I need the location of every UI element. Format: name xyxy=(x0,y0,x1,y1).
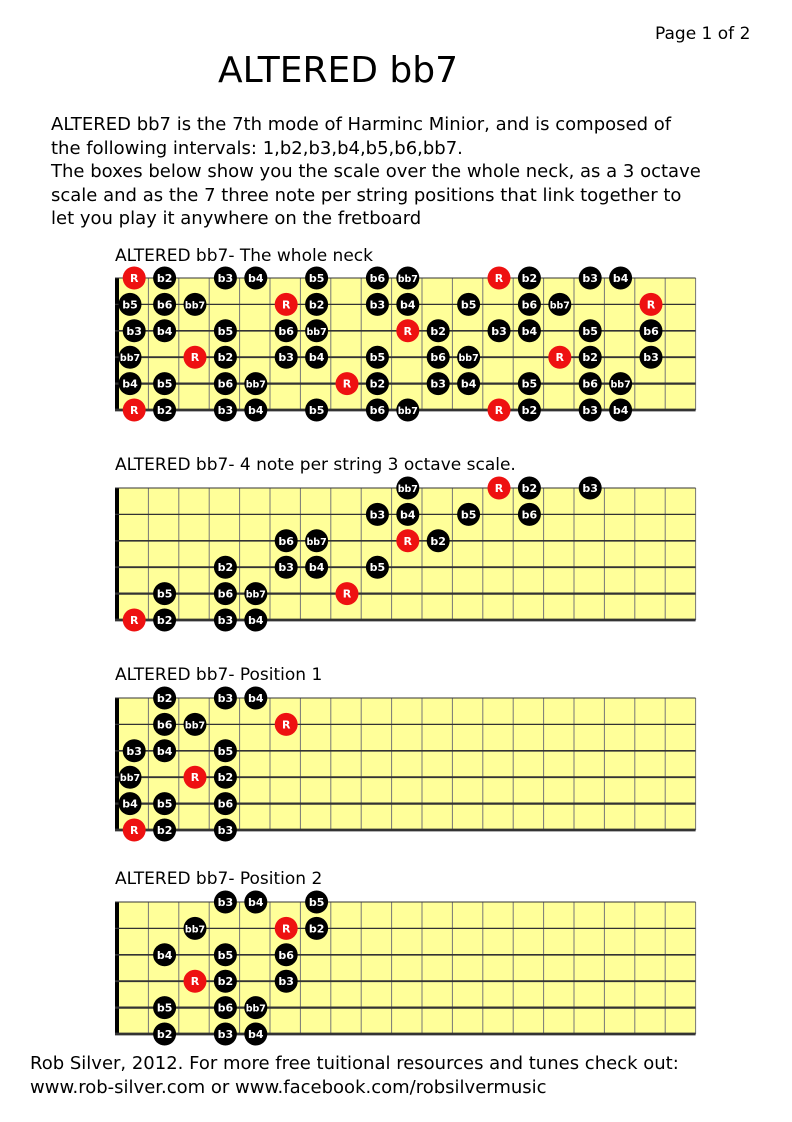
note-label: b5 xyxy=(217,948,234,962)
scale-note xyxy=(518,267,541,290)
note-label: R xyxy=(403,324,413,338)
note-label: b2 xyxy=(430,324,446,338)
note-label: b3 xyxy=(643,351,659,365)
scale-note xyxy=(609,399,632,422)
note-label: b4 xyxy=(156,744,173,758)
note-label: bb7 xyxy=(184,924,206,936)
scale-note xyxy=(153,372,176,395)
note-label: b6 xyxy=(217,797,234,811)
note-label: b4 xyxy=(248,1028,264,1041)
fretboard-position-1 xyxy=(115,687,696,842)
note-label: b3 xyxy=(582,272,598,285)
nut xyxy=(115,278,119,410)
note-label: bb7 xyxy=(245,379,266,391)
nut xyxy=(115,902,119,1034)
scale-note xyxy=(214,556,237,579)
scale-note xyxy=(366,293,389,316)
scale-note xyxy=(214,267,237,290)
scale-note xyxy=(275,556,298,579)
diagram-title-whole-neck: ALTERED bb7- The whole neck xyxy=(115,246,373,266)
note-label: b3 xyxy=(217,1028,234,1041)
note-label: R xyxy=(494,272,504,285)
diagram-title-3-octave: ALTERED bb7- 4 note per string 3 octave scale. xyxy=(115,455,516,475)
scale-note xyxy=(305,529,328,552)
note-label: b2 xyxy=(156,824,173,837)
note-label: b3 xyxy=(217,272,234,285)
note-label: bb7 xyxy=(397,484,418,495)
footer-links: www.rob-silver.com or www.facebook.com/robsilvermusic xyxy=(30,1076,547,1098)
page-number: Page 1 of 2 xyxy=(655,24,751,44)
scale-note xyxy=(518,372,541,395)
note-label: R xyxy=(129,824,139,837)
scale-note xyxy=(153,582,176,605)
nut xyxy=(115,488,119,620)
scale-note xyxy=(153,792,176,815)
diagram-title-position-2: ALTERED bb7- Position 2 xyxy=(115,869,323,889)
scale-note xyxy=(305,556,328,579)
note-label: R xyxy=(190,771,200,785)
note-label: R xyxy=(129,272,139,285)
scale-note xyxy=(153,609,176,632)
scale-note xyxy=(579,399,602,422)
scale-note xyxy=(275,346,298,369)
note-label: b2 xyxy=(582,351,598,365)
root-note xyxy=(275,713,298,736)
scale-note xyxy=(366,267,389,290)
note-label: b3 xyxy=(369,298,386,312)
note-label: R xyxy=(342,587,352,601)
scale-note xyxy=(427,529,450,552)
scale-note xyxy=(396,399,419,422)
note-label: b3 xyxy=(217,692,234,705)
note-label: b2 xyxy=(217,561,234,575)
root-note xyxy=(184,970,207,993)
note-label: b2 xyxy=(156,404,173,417)
note-label: b4 xyxy=(612,404,629,417)
scale-note xyxy=(244,609,267,632)
note-label: bb7 xyxy=(119,773,141,785)
note-label: b5 xyxy=(156,377,173,391)
note-label: b5 xyxy=(217,324,234,338)
scale-note xyxy=(457,503,480,526)
note-label: b2 xyxy=(217,975,234,989)
scale-note xyxy=(457,372,480,395)
scale-note xyxy=(366,503,389,526)
scale-note xyxy=(609,267,632,290)
intro-line: scale and as the 7 three note per string positions that link together to xyxy=(51,184,682,206)
note-label: bb7 xyxy=(184,720,206,732)
scale-note xyxy=(214,943,237,966)
scale-note xyxy=(119,792,142,815)
scale-note xyxy=(488,319,511,342)
note-label: R xyxy=(190,351,200,365)
scale-note xyxy=(153,319,176,342)
note-label: b2 xyxy=(521,404,538,417)
note-label: b6 xyxy=(217,1001,234,1015)
scale-note xyxy=(153,739,176,762)
note-label: b4 xyxy=(156,948,173,962)
note-label: b5 xyxy=(460,508,477,522)
note-label: b2 xyxy=(308,922,325,936)
note-label: bb7 xyxy=(184,300,206,312)
note-label: b5 xyxy=(460,298,477,312)
note-label: b2 xyxy=(156,272,173,285)
intro-line: The boxes below show you the scale over the whole neck, as a 3 octave xyxy=(51,161,701,182)
note-label: b6 xyxy=(521,508,538,522)
scale-note xyxy=(244,1023,267,1046)
root-note xyxy=(640,293,663,316)
note-label: b6 xyxy=(582,377,598,391)
root-note xyxy=(123,267,146,290)
scale-note xyxy=(244,267,267,290)
note-label: b3 xyxy=(278,351,294,365)
note-label: b3 xyxy=(126,744,142,758)
scale-note xyxy=(518,293,541,316)
scale-note xyxy=(214,346,237,369)
scale-note xyxy=(457,346,480,369)
scale-note xyxy=(214,792,237,815)
note-label: b6 xyxy=(430,351,446,365)
note-label: b5 xyxy=(308,896,325,909)
note-label: b6 xyxy=(278,948,294,962)
note-label: b4 xyxy=(248,272,264,285)
scale-note xyxy=(305,399,328,422)
scale-note xyxy=(214,687,237,710)
scale-note xyxy=(305,319,328,342)
scale-note xyxy=(153,399,176,422)
note-label: b6 xyxy=(156,718,173,732)
note-label: b6 xyxy=(156,298,173,312)
root-note xyxy=(123,819,146,842)
root-note xyxy=(548,346,571,369)
note-label: R xyxy=(281,298,291,312)
note-label: b2 xyxy=(156,614,173,627)
root-note xyxy=(336,582,359,605)
note-label: b5 xyxy=(156,797,173,811)
scale-note xyxy=(214,582,237,605)
scale-note xyxy=(518,319,541,342)
scale-note xyxy=(518,399,541,422)
note-label: b3 xyxy=(430,377,446,391)
fretboard-3-octave xyxy=(115,477,696,632)
note-label: b6 xyxy=(278,534,294,548)
note-label: b3 xyxy=(217,404,234,417)
scale-note xyxy=(214,609,237,632)
scale-note xyxy=(153,1023,176,1046)
root-note xyxy=(396,529,419,552)
root-note xyxy=(275,293,298,316)
scale-note xyxy=(214,739,237,762)
note-label: bb7 xyxy=(306,536,327,548)
note-label: b2 xyxy=(156,692,173,705)
fretboard-whole-neck xyxy=(115,267,696,422)
note-label: R xyxy=(129,614,139,627)
note-label: b3 xyxy=(126,324,142,338)
note-label: b3 xyxy=(491,324,507,338)
note-label: b5 xyxy=(217,744,234,758)
note-label: b2 xyxy=(369,377,386,391)
scale-note xyxy=(275,943,298,966)
scale-note xyxy=(427,346,450,369)
note-label: b4 xyxy=(248,404,264,417)
scale-note xyxy=(579,372,602,395)
scale-note xyxy=(153,996,176,1019)
scale-note xyxy=(244,687,267,710)
note-label: R xyxy=(342,377,352,391)
scale-note xyxy=(366,346,389,369)
note-label: R xyxy=(646,298,656,312)
scale-note xyxy=(214,372,237,395)
note-label: b6 xyxy=(217,377,234,391)
note-label: b4 xyxy=(248,692,264,705)
scale-note xyxy=(366,556,389,579)
note-label: R xyxy=(190,975,200,989)
scale-note xyxy=(119,372,142,395)
note-label: R xyxy=(403,534,413,548)
scale-note xyxy=(396,503,419,526)
scale-note xyxy=(518,503,541,526)
fretboard-background xyxy=(118,698,696,830)
scale-note xyxy=(275,970,298,993)
scale-note xyxy=(609,372,632,395)
scale-note xyxy=(396,293,419,316)
scale-note xyxy=(427,319,450,342)
note-label: b2 xyxy=(521,482,538,495)
scale-note xyxy=(153,943,176,966)
scale-note xyxy=(305,346,328,369)
scale-note xyxy=(244,399,267,422)
note-label: b6 xyxy=(217,587,234,601)
note-label: bb7 xyxy=(306,326,327,338)
note-label: R xyxy=(129,404,139,417)
root-note xyxy=(336,372,359,395)
scale-note xyxy=(214,319,237,342)
root-note xyxy=(123,609,146,632)
note-label: b3 xyxy=(217,896,234,909)
scale-note xyxy=(184,713,207,736)
scale-note xyxy=(366,372,389,395)
note-label: b5 xyxy=(122,298,138,312)
note-label: bb7 xyxy=(549,300,570,312)
scale-note xyxy=(153,267,176,290)
scale-note xyxy=(153,713,176,736)
scale-note xyxy=(396,267,419,290)
note-label: b5 xyxy=(369,561,386,575)
scale-note xyxy=(214,819,237,842)
scale-note xyxy=(123,739,146,762)
scale-note xyxy=(214,891,237,914)
note-label: bb7 xyxy=(245,589,266,601)
root-note xyxy=(488,399,511,422)
note-label: b6 xyxy=(521,298,538,312)
intro-line: ALTERED bb7 is the 7th mode of Harminc Minior, and is composed of xyxy=(51,114,672,135)
note-label: b3 xyxy=(217,824,234,837)
note-label: b2 xyxy=(430,534,446,548)
scale-note xyxy=(184,293,207,316)
note-label: R xyxy=(494,482,504,495)
note-label: b4 xyxy=(308,561,325,575)
note-label: b5 xyxy=(308,272,325,285)
note-label: b3 xyxy=(369,508,386,522)
root-note xyxy=(184,766,207,789)
diagram-title-position-1: ALTERED bb7- Position 1 xyxy=(115,665,323,685)
root-note xyxy=(488,477,511,500)
note-label: bb7 xyxy=(245,1003,266,1015)
intro-line: the following intervals: 1,b2,b3,b4,b5,b6,bb7. xyxy=(51,137,463,159)
note-label: b3 xyxy=(217,614,234,627)
root-note xyxy=(123,399,146,422)
scale-note xyxy=(579,477,602,500)
note-label: b3 xyxy=(278,975,294,989)
fretboard-position-2 xyxy=(115,891,696,1046)
scale-note xyxy=(275,319,298,342)
scale-note xyxy=(305,917,328,940)
note-label: b6 xyxy=(643,324,659,338)
scale-note xyxy=(184,917,207,940)
scale-note xyxy=(305,267,328,290)
note-label: bb7 xyxy=(397,406,418,417)
scale-note xyxy=(427,372,450,395)
note-label: b4 xyxy=(400,508,416,522)
scale-note xyxy=(579,319,602,342)
scale-note xyxy=(153,819,176,842)
scale-note xyxy=(305,891,328,914)
note-label: b5 xyxy=(582,324,598,338)
note-label: b3 xyxy=(582,404,598,417)
root-note xyxy=(396,319,419,342)
scale-note xyxy=(244,996,267,1019)
note-label: bb7 xyxy=(458,353,479,365)
intro-line: let you play it anywhere on the fretboard xyxy=(51,208,422,229)
root-note xyxy=(275,917,298,940)
note-label: b4 xyxy=(122,377,138,391)
fretboard-background xyxy=(118,902,696,1034)
note-label: b5 xyxy=(156,1001,173,1015)
page-title: ALTERED bb7 xyxy=(218,50,458,91)
scale-note xyxy=(579,346,602,369)
root-note xyxy=(488,267,511,290)
note-label: b4 xyxy=(248,614,264,627)
note-label: b4 xyxy=(460,377,477,391)
scale-note xyxy=(305,293,328,316)
scale-note xyxy=(548,293,571,316)
scale-note xyxy=(214,996,237,1019)
note-label: b3 xyxy=(278,561,294,575)
note-label: b2 xyxy=(308,298,325,312)
note-label: R xyxy=(281,718,291,732)
scale-note xyxy=(366,399,389,422)
note-label: bb7 xyxy=(119,353,141,365)
note-label: b5 xyxy=(369,351,386,365)
note-label: b4 xyxy=(612,272,629,285)
footer-credit: Rob Silver, 2012. For more free tuitional resources and tunes check out: xyxy=(30,1053,679,1074)
note-label: b2 xyxy=(217,351,234,365)
scale-note xyxy=(123,319,146,342)
note-label: R xyxy=(494,404,504,417)
nut xyxy=(115,698,119,830)
scale-note xyxy=(214,399,237,422)
scale-note xyxy=(214,970,237,993)
note-label: R xyxy=(555,351,565,365)
scale-note xyxy=(153,293,176,316)
scale-note xyxy=(640,346,663,369)
note-label: b5 xyxy=(156,587,173,601)
note-label: bb7 xyxy=(610,379,631,391)
scale-note xyxy=(214,766,237,789)
note-label: b4 xyxy=(400,298,416,312)
scale-note xyxy=(214,1023,237,1046)
note-label: b6 xyxy=(278,324,294,338)
scale-note xyxy=(640,319,663,342)
scale-note xyxy=(153,687,176,710)
note-label: bb7 xyxy=(397,274,418,285)
note-label: b4 xyxy=(308,351,325,365)
footer xyxy=(30,1052,679,1099)
note-label: b4 xyxy=(521,324,538,338)
note-label: b2 xyxy=(156,1028,173,1041)
note-label: b4 xyxy=(122,797,138,811)
note-label: b6 xyxy=(369,272,386,285)
scale-note xyxy=(518,477,541,500)
note-label: b2 xyxy=(217,771,234,785)
scale-note xyxy=(396,477,419,500)
note-label: R xyxy=(281,922,291,936)
note-label: b3 xyxy=(582,482,598,495)
note-label: b4 xyxy=(248,896,264,909)
scale-note xyxy=(244,891,267,914)
note-label: b2 xyxy=(521,272,538,285)
scale-note xyxy=(275,529,298,552)
note-label: b5 xyxy=(521,377,538,391)
note-label: b6 xyxy=(369,404,386,417)
scale-note xyxy=(457,293,480,316)
scale-note xyxy=(244,372,267,395)
root-note xyxy=(184,346,207,369)
scale-note xyxy=(119,766,142,789)
scale-note xyxy=(119,346,142,369)
scale-note xyxy=(119,293,142,316)
note-label: b4 xyxy=(156,324,173,338)
note-label: b5 xyxy=(308,404,325,417)
scale-note xyxy=(579,267,602,290)
scale-note xyxy=(244,582,267,605)
